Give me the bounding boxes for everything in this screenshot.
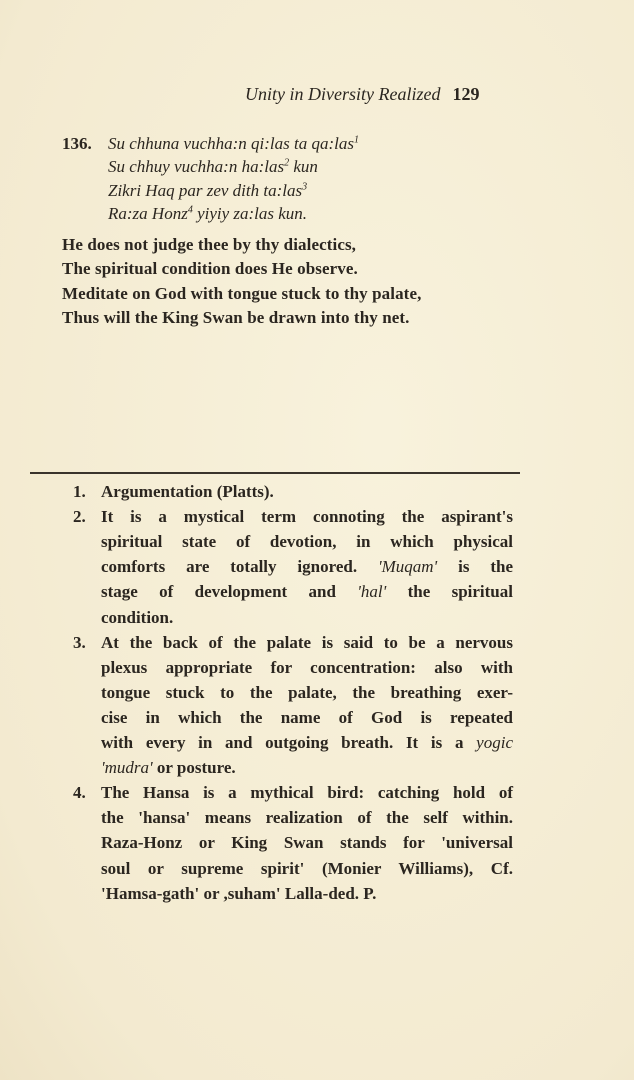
text-segment: kun — [289, 157, 318, 176]
footnote-number: 1. — [73, 482, 86, 501]
text-segment: Ra:za Honz — [108, 204, 188, 223]
text-segment: It is a mystical term connoting the aspirant's — [101, 507, 513, 527]
text-segment: plexus appropriate for concentration: also with — [101, 657, 513, 677]
footnote-line — [101, 608, 513, 628]
chapter-title: Unity in Diversity Realized — [245, 84, 441, 104]
text-segment: The Hansa is a mythical bird: catching hold of — [101, 783, 513, 803]
footnote-line — [101, 708, 513, 728]
footnote-ref: 3 — [302, 181, 308, 193]
verse-line — [108, 134, 359, 154]
text-segment: the spiritual — [386, 582, 513, 602]
text-segment: Su chhuna vuchha:n qi:las ta qa:las — [108, 134, 354, 153]
footnote-line — [101, 557, 513, 577]
italic-text: 'mudra' — [101, 758, 153, 778]
footnote-line — [101, 532, 513, 552]
footnote-line — [101, 758, 513, 778]
footnote-rule — [30, 472, 520, 474]
footnote-number: 4. — [73, 783, 86, 803]
text-segment: the 'hansa' means realization of the self within. — [101, 808, 513, 828]
text-segment: Su chhuy vuchha:n ha:las — [108, 157, 285, 176]
footnote-line — [101, 783, 513, 803]
italic-text: 'hal' — [357, 582, 387, 602]
footnote-ref: 1 — [354, 134, 359, 146]
text-segment: is the — [437, 557, 513, 577]
text-segment: yiyiy za:las kun. — [192, 204, 308, 223]
text-segment: with every in and outgoing breath. It is a — [101, 733, 477, 752]
text-segment: At the back of the palate is said to be a nervous — [101, 632, 513, 652]
footnote-ref: 2 — [284, 157, 290, 169]
translation-line: He does not judge thee by thy dialectics, — [62, 235, 357, 254]
text-segment: stage of development and — [101, 582, 358, 602]
translation-line: Meditate on God with tongue stuck to thy palate, — [62, 283, 422, 303]
text-segment: soul or supreme spirit' (Monier Williams), Cf. — [101, 858, 513, 878]
footnote-ref: 4 — [187, 204, 193, 216]
footnote-number: 3. — [73, 632, 86, 652]
text-segment: Argumentation (Platts). — [101, 482, 274, 501]
text-segment: Raza-Honz or King Swan stands for 'universal — [101, 833, 513, 853]
running-header — [245, 84, 479, 105]
footnote-number: 2. — [73, 507, 86, 527]
text-segment: or posture. — [152, 758, 236, 778]
footnote-line — [101, 808, 513, 828]
footnote-line — [101, 859, 513, 879]
translation-line: Thus will the King Swan be drawn into thy net. — [62, 307, 410, 327]
footnote-line — [101, 507, 513, 527]
footnote-line — [101, 482, 513, 502]
footnote-line — [101, 582, 513, 602]
footnote-line — [101, 683, 513, 703]
text-segment: spiritual state of devotion, in which physical — [101, 532, 513, 552]
text-segment: Zikri Haq par zev dith ta:las — [108, 181, 303, 200]
text-segment: 'Hamsa-gath' or ,suham' Lalla-ded. P. — [101, 883, 377, 903]
italic-text: 'Muqam' — [377, 557, 438, 577]
footnote-line — [101, 633, 513, 653]
text-segment: tongue stuck to the palate, the breathing exer- — [101, 682, 513, 702]
text-segment: condition. — [101, 607, 174, 627]
verse-line — [108, 181, 307, 201]
translation-line: The spiritual condition does He observe. — [62, 259, 358, 279]
page-number: 129 — [452, 84, 480, 104]
verse-line — [108, 157, 318, 177]
italic-text: yogic — [476, 733, 513, 752]
text-segment: comforts are totally ignored. — [101, 557, 378, 577]
footnote-line — [101, 733, 513, 753]
footnote-line — [101, 658, 513, 678]
verse-line — [108, 204, 307, 224]
footnote-line — [101, 884, 513, 904]
footnote-line — [101, 833, 513, 853]
verse-number: 136. — [62, 134, 92, 153]
text-segment: cise in which the name of God is repeated — [101, 707, 513, 727]
